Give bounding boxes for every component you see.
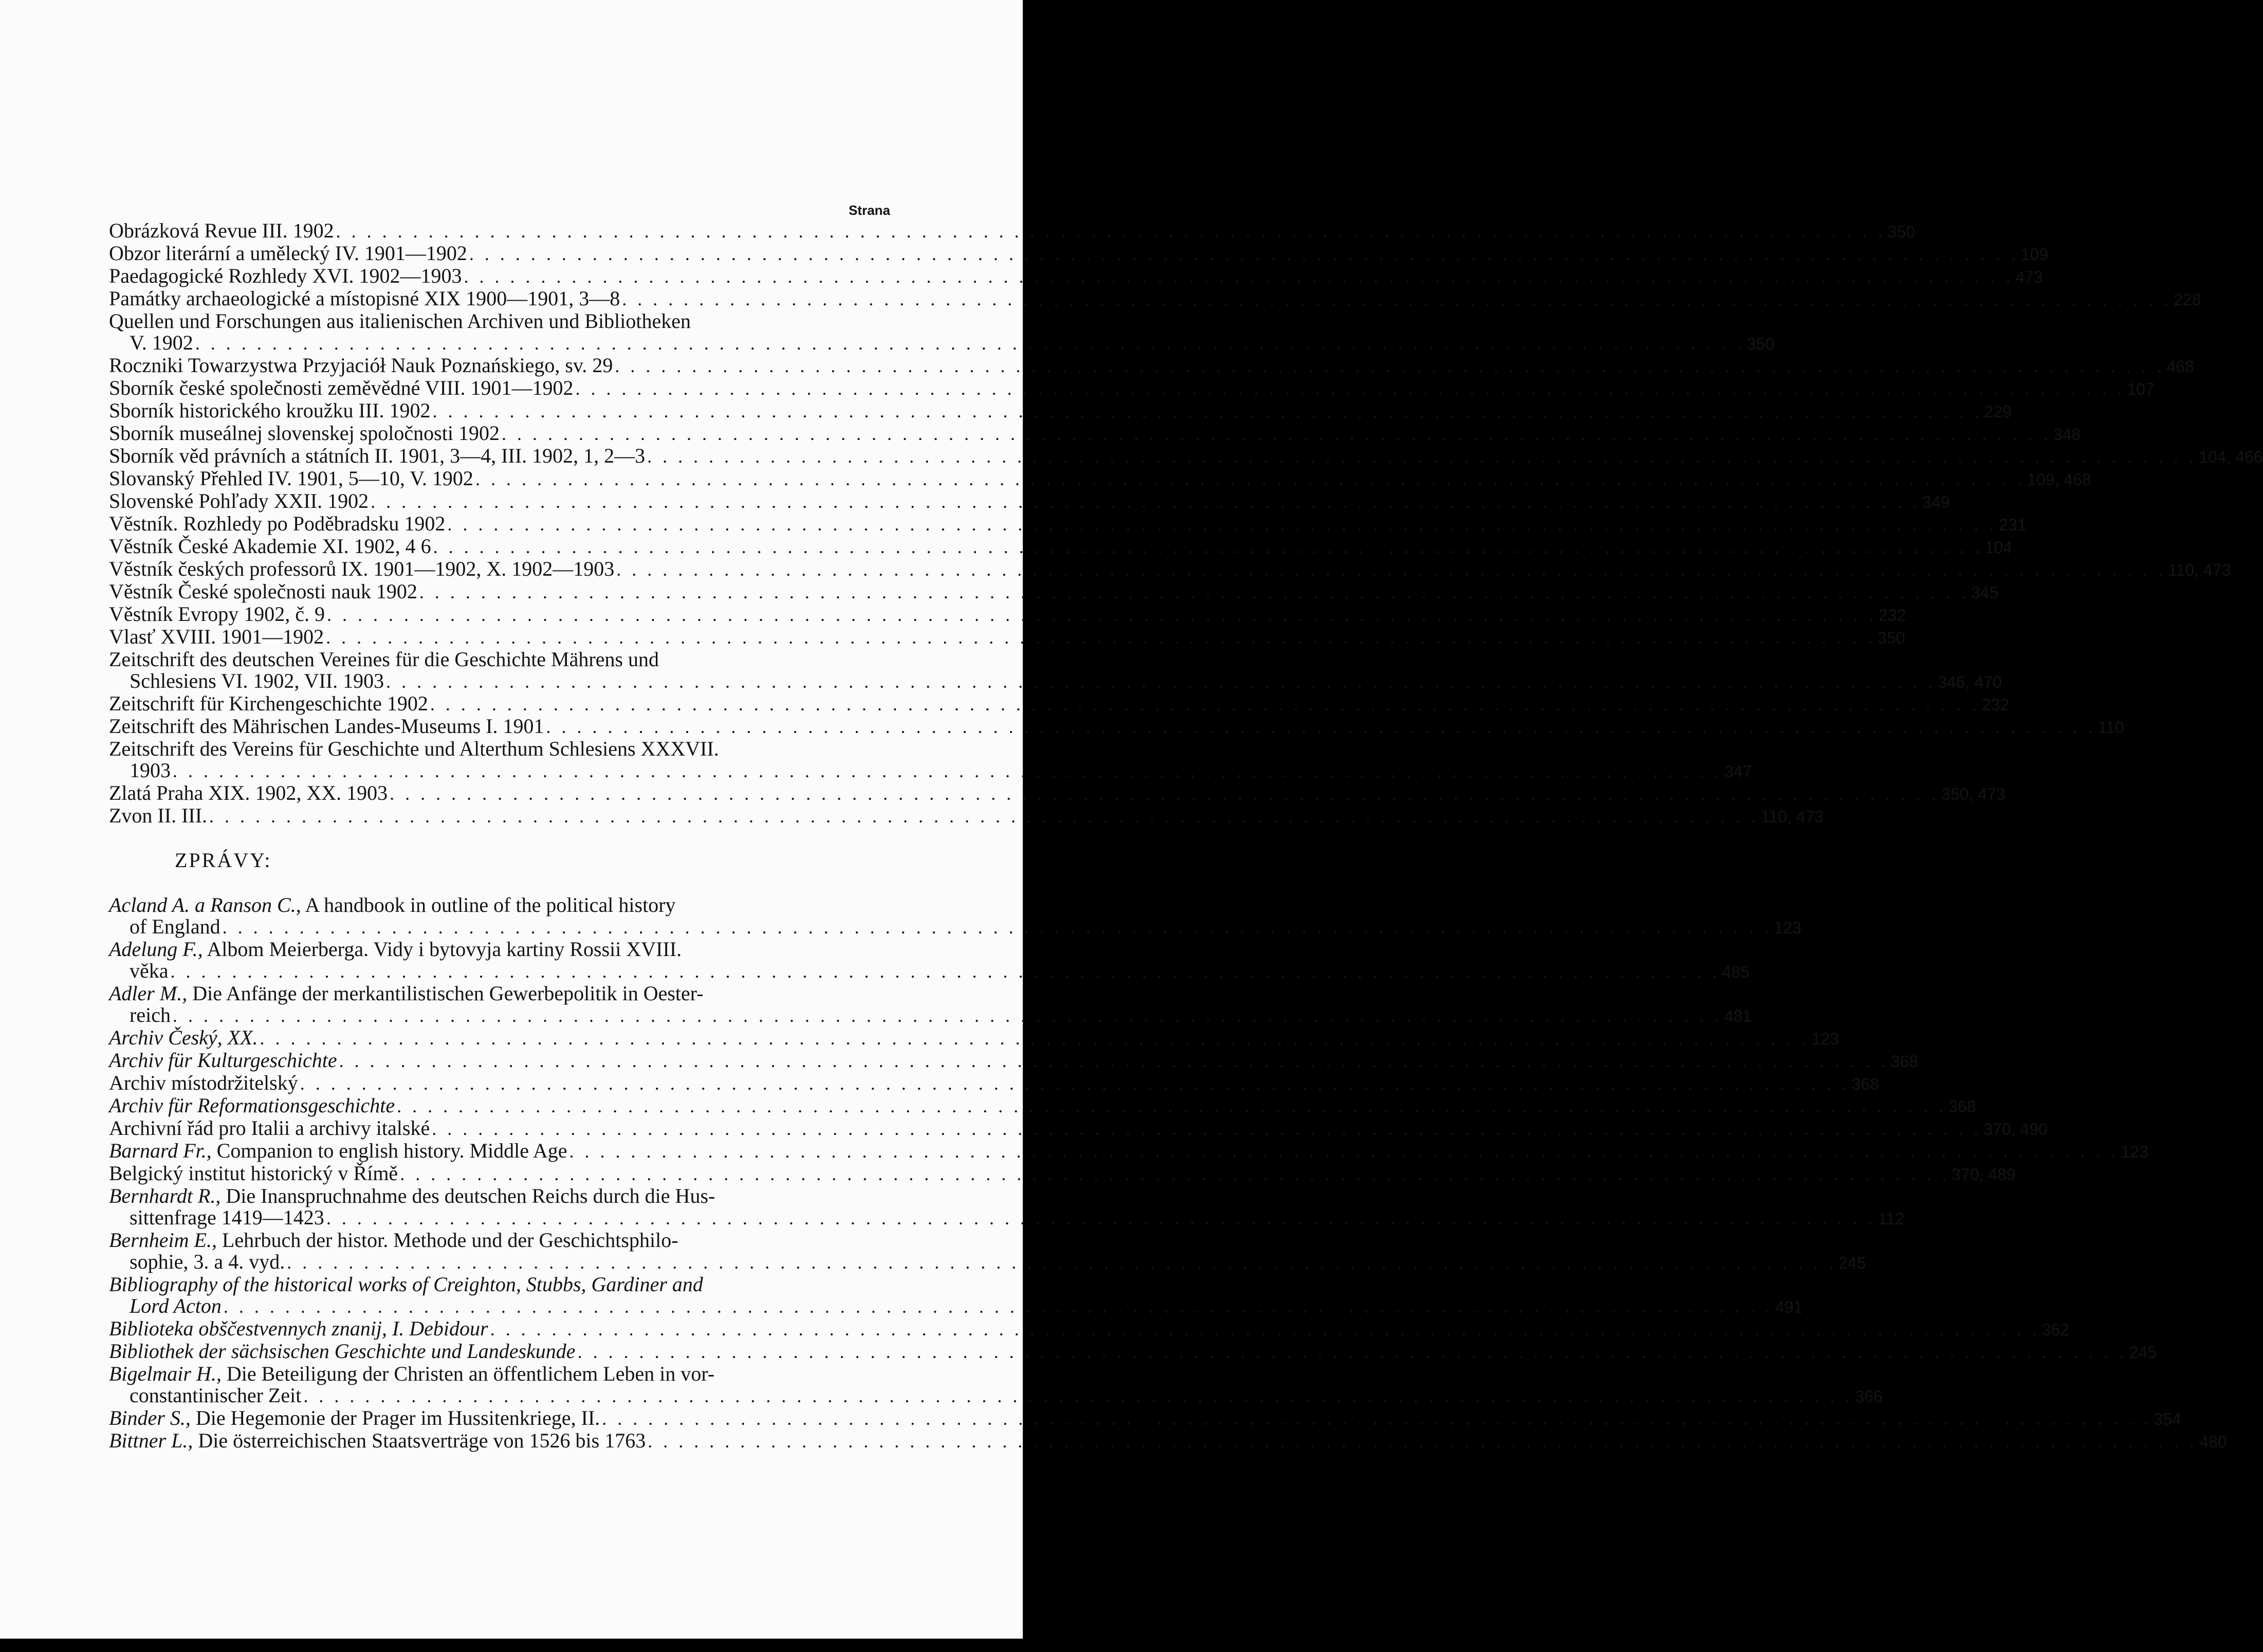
entry-text: Vlasť XVIII. 1901—1902 [109,625,324,648]
entry-author: Bernhardt R., [109,1184,221,1207]
dot-leader [325,604,1879,626]
entry-text: Albom Meierberga. Vidy i bytovyja kartiny Rossii XVIII. [203,938,682,961]
entry-title [109,1027,258,1049]
entry-text: Die Beteiligung der Christen an öffentlichem Leben in vor- [221,1362,715,1385]
entry-text: Companion to english history. Middle Age [211,1139,567,1162]
dot-leader [384,671,1938,692]
entry-title [109,355,613,376]
dot-leader [324,627,1878,648]
page-number: 491 [1775,1298,1803,1316]
entry-author: Bittner L., [109,1429,193,1452]
entry-line [109,804,1824,828]
page-number: 123 [1774,919,1802,937]
entry-title [109,490,369,512]
entry-author: Bibliothek der sächsischen Geschichte und Landeskunde [109,1339,576,1363]
entry-title [109,581,417,602]
dot-leader [398,1163,1952,1185]
index-entry [109,1228,1866,1274]
entry-line [109,376,2155,400]
entry-line [109,738,890,760]
entry-continuation [109,1294,1803,1318]
entry-continuation [109,669,2002,693]
entry-title [109,693,428,714]
entry-text: Sborník české společnosti zeměvědné VIII. 1901—1902 [109,376,574,399]
entry-text: Quellen und Forschungen aus italienischen Archiven und Bibliotheken [109,309,691,333]
page-number: 232 [1878,606,1906,625]
section-heading-zpravy: ZPRÁVY: [175,849,272,872]
dot-leader [334,221,1888,242]
page-number: 231 [1999,516,2027,534]
entry-line [109,1185,890,1207]
entry-title [109,603,325,625]
entry-line [109,1049,1919,1072]
page-number: 362 [2041,1320,2069,1339]
page-number: 109, 468 [2027,470,2091,489]
index-entry [109,467,2091,490]
entry-line [109,1339,2157,1363]
dot-leader [207,805,1761,827]
index-entry [109,737,1752,782]
dot-leader [337,1050,1891,1072]
dot-leader [324,1207,1878,1229]
page-number: 110, 473 [1761,807,1824,826]
entry-line [109,421,2081,445]
entry-continuation [109,1206,1904,1229]
entry-line [109,1162,2016,1185]
entry-continuation [109,759,1752,782]
dot-leader [285,1252,1838,1273]
entry-author: Adelung F., [109,938,203,961]
entry-text: Die Hegemonie der Prager im Hussitenkriege, II. [190,1406,600,1429]
index-entry [109,1049,1919,1072]
page-number: 123 [2121,1143,2148,1161]
page-number: 468 [2166,357,2194,376]
dot-leader [169,961,1722,982]
entry-line [109,602,1906,626]
entry-line [109,310,890,332]
entry-text-cont: of England [130,915,220,938]
entry-title [109,1050,337,1071]
dot-leader [544,716,2098,738]
entry-continuation [109,331,1775,355]
dot-leader [369,491,1922,512]
index-entry [109,893,1802,939]
dot-leader [171,1005,1724,1026]
page-number: 350 [1887,223,1916,241]
entry-title [109,939,682,960]
entry-line [109,264,2043,288]
index-entry [109,264,2043,288]
entry-line [109,894,890,916]
entry-text: Věstník České Akademie XI. 1902, 4 6 [109,535,431,558]
dot-leader [467,243,2021,265]
index-entry [109,1362,1883,1407]
entry-title [109,1341,576,1362]
index-entry [109,692,2010,715]
index-entry [109,512,2027,536]
page-number: 104, 466 [2199,448,2263,466]
entry-text: Zeitschrift des Vereins für Geschichte und Alterthum Schlesiens XXXVII. [109,737,719,760]
dot-leader [430,400,1984,422]
index-entry [109,1184,1904,1229]
entry-title [109,1363,714,1385]
entry-text: Archivní řád pro Italii a archivy italské [109,1116,430,1140]
index-entry [109,557,2231,581]
entry-author: Archiv für Kulturgeschichte [109,1049,337,1072]
entry-text: Lehrbuch der histor. Methode und der Geschichtsphilo- [216,1228,678,1252]
entry-text: Věstník. Rozhledy po Poděbradsku 1902 [109,512,446,535]
entry-continuation-text [130,960,169,982]
entry-text-cont: sittenfrage 1419—1423 [130,1206,324,1229]
dot-leader [473,468,2027,490]
entry-text: Die Anfänge der merkantilistischen Gewerbepolitik in Oester- [187,982,704,1005]
dot-leader [500,423,2053,445]
index-entry [109,804,1824,828]
entry-author: Barnard Fr., [109,1139,212,1162]
entry-continuation [109,915,1802,939]
entry-continuation-text [130,1385,301,1406]
entry-line [109,512,2027,536]
index-entry [109,219,1916,243]
index-entry [109,1406,2181,1430]
index-entry [109,535,2012,558]
entry-title [109,513,445,535]
dot-leader [428,693,1982,715]
entry-title [109,445,645,467]
entry-line [109,1071,1880,1095]
entry-continuation [109,959,1750,983]
entry-line [109,1229,890,1251]
dot-leader [171,760,1724,782]
entry-text: Zeitschrift des deutschen Vereines für die Geschichte Mährens und [109,648,659,671]
entry-text: Věstník Evropy 1902, č. 9 [109,602,325,626]
entry-text: A handbook in outline of the political history [301,893,676,916]
page-number: 473 [2015,268,2043,286]
entry-line [109,781,2006,805]
entry-author: Bigelmair H., [109,1362,222,1385]
entry-line [109,649,890,670]
entry-continuation-text [130,1004,171,1026]
entry-line [109,1116,2048,1140]
entry-text-cont: věka [130,959,169,982]
entry-title [109,265,462,287]
dot-leader [613,355,2166,377]
entry-continuation-text [130,1251,285,1273]
entry-line [109,489,1950,513]
entry-author: Binder S., [109,1406,191,1429]
entry-line [109,1026,1839,1050]
page-number: 112 [1878,1209,1904,1228]
page-column-header: Strana [849,203,890,218]
entry-title [109,1229,678,1251]
reports-list [109,893,2227,1453]
entry-title [109,423,500,444]
entry-line [109,983,890,1004]
entry-line [109,287,2201,310]
entry-continuation-text [130,1207,324,1228]
entry-title [109,1072,298,1094]
dot-leader [567,1141,2121,1162]
entry-text: Věstník České společnosti nauk 1902 [109,580,417,603]
index-entry [109,489,1950,513]
dot-leader [417,581,1971,603]
entry-text: Slovanský Přehled IV. 1901, 5—10, V. 1902 [109,467,473,490]
entry-line [109,580,1999,603]
entry-title [109,1117,430,1139]
index-entry [109,1094,1976,1117]
dot-leader [646,1430,2199,1452]
entry-continuation-text [130,670,384,692]
index-entry [109,399,2012,423]
page-number: 349 [1922,493,1950,511]
index-entry [109,648,2002,693]
index-entry [109,1273,1803,1318]
entry-title [109,1095,395,1116]
entry-line [109,1274,890,1295]
dot-leader [462,266,2016,287]
entry-text-cont: constantinischer Zeit [130,1384,302,1407]
index-entry [109,421,2081,445]
entry-author-cont: Lord Acton [130,1294,222,1317]
page-number: 232 [1981,695,2010,714]
dot-leader [301,1385,1855,1407]
entry-line [109,557,2231,581]
dot-leader [445,513,1999,535]
entry-title [109,1140,567,1162]
index-entry [109,1429,2227,1453]
index-entry [109,444,2263,468]
entry-author: Bernheim E., [109,1228,217,1252]
index-entry [109,1317,2069,1341]
entry-continuation [109,1250,1866,1274]
index-entry [109,287,2201,310]
index-entry [109,1139,2148,1163]
entry-text: Obrázková Revue III. 1902 [109,219,334,242]
page-number: 229 [1984,402,2012,421]
entry-title [109,805,207,827]
entry-text: Die Inanspruchnahme des deutschen Reichs durch die Hus- [220,1184,715,1207]
entry-author: Archiv für Reformationsgeschichte [109,1094,395,1117]
entry-line [109,1363,890,1385]
entry-title [109,983,704,1004]
page-number: 350, 473 [1941,785,2006,803]
page-number: 228 [2174,290,2201,309]
page-number: 350 [1746,335,1775,353]
index-entry [109,1162,2016,1185]
page-number: 480 [2199,1433,2227,1451]
page-number: 110, 473 [2168,561,2231,579]
dot-leader [645,446,2199,467]
entry-line [109,939,890,960]
index-entry [109,714,2124,738]
page-number: 345 [1971,583,1999,602]
entry-author: Bibliography of the historical works of Creighton, Stubbs, Gardiner and [109,1273,703,1296]
dot-leader [298,1073,1852,1094]
entry-title [109,738,719,760]
index-entry [109,1026,1839,1050]
dot-leader [395,1095,1948,1117]
entry-text: Die österreichischen Staatsverträge von 1526 bis 1763 [193,1429,646,1452]
entry-title [109,310,691,332]
index-entry [109,309,1775,355]
page-number: 347 [1724,762,1752,781]
dot-leader [193,333,1747,354]
dot-leader [620,288,2174,310]
page-number: 485 [1722,963,1750,981]
entry-title [109,400,430,421]
entry-title [109,715,544,737]
page-number: 346, 470 [1938,673,2002,691]
entry-title [109,1185,715,1207]
entry-continuation-text [130,760,171,781]
entry-title [109,220,334,242]
entry-line [109,444,2263,468]
page-number: 110 [2098,718,2124,737]
entry-continuation-text [130,1295,222,1317]
entry-title [109,1163,398,1184]
entry-title [109,536,431,557]
dot-leader [220,916,1774,938]
page-number: 368 [1851,1075,1880,1093]
page-number: 245 [1838,1254,1866,1272]
entry-title [109,468,473,489]
entry-text-cont: reich [130,1003,171,1026]
index-entry [109,781,2006,805]
dot-leader [488,1318,2042,1340]
entry-title [109,894,676,916]
entry-text: Zvon II. III. [109,804,208,827]
page-number: 370, 489 [1952,1165,2016,1184]
page-number: 350 [1878,629,1905,647]
entry-title [109,1318,488,1339]
index-entry [109,1116,2048,1140]
entry-line [109,467,2091,490]
page-number: 107 [2127,380,2155,398]
index-entry [109,580,1999,603]
entry-text: Sborník historického kroužku III. 1902 [109,399,431,422]
entry-line [109,399,2012,423]
entry-continuation [109,1384,1883,1407]
entry-line [109,1406,2181,1430]
dot-leader [600,1408,2154,1429]
entry-continuation [109,1003,1752,1027]
index-entry [109,1339,2157,1363]
dot-leader [576,1341,2129,1363]
entry-text: Sborník věd právních a státních II. 1901, 3—4, III. 1902, 1, 2—3 [109,444,646,467]
index-entry [109,1071,1880,1095]
periodicals-list [109,200,2263,828]
page-number: 481 [1724,1007,1752,1025]
dot-leader [258,1027,1812,1049]
dot-leader [222,1296,1775,1317]
entry-text: Belgický institut historický v Římě [109,1162,398,1185]
entry-line [109,714,2124,738]
page-number: 368 [1948,1097,1976,1116]
dot-leader [388,783,1941,804]
page-number: 366 [1855,1387,1883,1406]
entry-author: Biblioteka obščestvennych znanij, I. Debidour [109,1317,488,1340]
entry-author: Adler M., [109,982,188,1005]
entry-text: Věstník českých professorů IX. 1901—1902, X. 1902—1903 [109,557,615,580]
index-entry [109,938,1750,983]
page-number: 354 [2154,1410,2181,1428]
entry-title [109,626,324,648]
index-entry [109,354,2194,377]
entry-text: Roczniki Towarzystwa Przyjaciół Nauk Poznańskiego, sv. 29 [109,354,613,377]
entry-text-cont: V. 1902 [130,331,193,354]
entry-author: Acland A. a Ranson C., [109,893,301,916]
entry-line [109,1317,2069,1341]
index-entry [109,376,2155,400]
page-number: 370, 490 [1983,1120,2048,1139]
entry-title [109,1407,600,1429]
entry-text: Obzor literární a umělecký IV. 1901—1902 [109,242,467,265]
entry-text: Zeitschrift für Kirchengeschichte 1902 [109,692,428,715]
entry-text: Sborník museálnej slovenskej spoločnosti 1902 [109,421,500,445]
entry-text-cont: Schlesiens VI. 1902, VII. 1903 [130,669,384,692]
entry-title [109,558,614,580]
dot-leader [574,378,2127,399]
entry-text: Zeitschrift des Mährischen Landes-Museums I. 1901 [109,714,544,738]
entry-line [109,354,2194,377]
entry-continuation-text [130,916,220,938]
index-entry [109,602,1906,626]
entry-line [109,625,1905,649]
index-entry [109,625,1905,649]
index-entry [109,242,2049,265]
entry-text: Slovenské Pohľady XXII. 1902 [109,489,369,512]
entry-text-cont: 1903 [130,759,171,782]
page-number: 368 [1890,1052,1919,1071]
dot-leader [614,559,2168,580]
page-number: 109 [2020,245,2049,264]
entry-line [109,692,2010,715]
entry-line [109,1429,2227,1453]
entry-text: Archiv místodržitelský [109,1071,298,1094]
entry-line [109,242,2049,265]
entry-line [109,1139,2148,1163]
entry-title [109,377,574,399]
page-number: 245 [2129,1343,2157,1362]
entry-author: Archiv Český, XX. [109,1026,258,1049]
entry-text-cont: sophie, 3. a 4. vyd. [130,1250,285,1273]
entry-title [109,1430,646,1452]
entry-title [109,288,620,309]
entry-line [109,1094,1976,1117]
page-number: 123 [1811,1030,1839,1048]
entry-title [109,649,659,670]
entry-line [109,535,2012,558]
entry-line [109,219,1916,243]
page-number: 348 [2053,425,2081,444]
entry-text: Paedagogické Rozhledy XVI. 1902—1903 [109,264,462,287]
index-entry [109,982,1752,1027]
page-number: 104 [1984,538,2012,557]
entry-text: Památky archaeologické a místopisné XIX 1900—1901, 3—8 [109,287,620,310]
entry-title [109,243,467,264]
entry-title [109,1274,703,1295]
entry-text: Zlatá Praha XIX. 1902, XX. 1903 [109,781,388,804]
entry-title [109,782,388,804]
entry-continuation-text [130,332,193,354]
dot-leader [431,536,1985,558]
dot-leader [430,1118,1983,1140]
